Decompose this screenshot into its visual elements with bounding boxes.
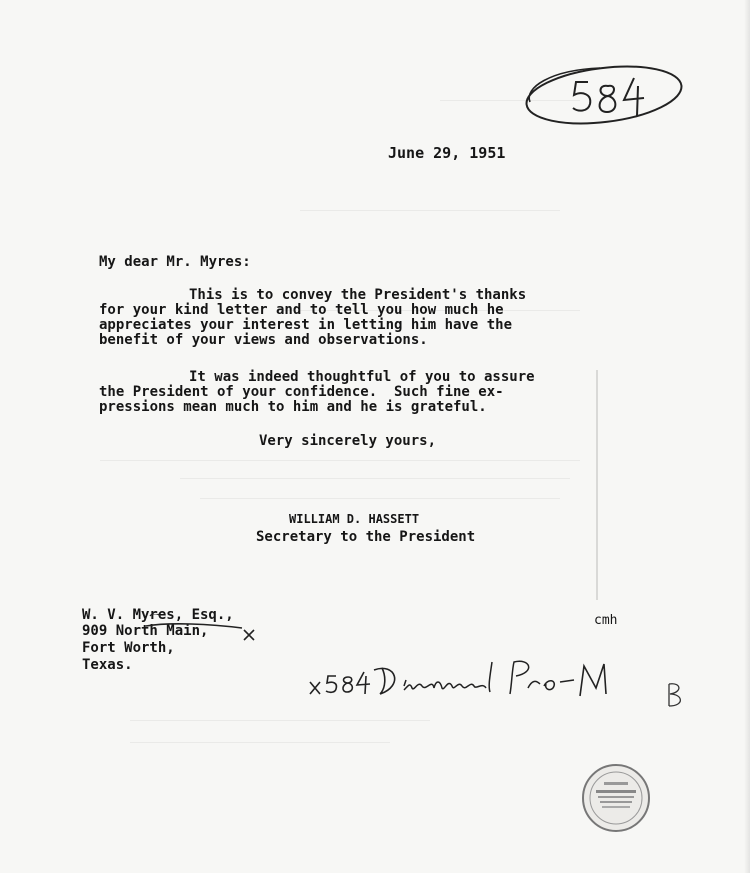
typist-initials: cmh [594, 613, 618, 628]
paragraph-2-line: pressions mean much to him and he is grateful. [99, 399, 487, 415]
paragraph-1-line: This is to convey the President's thanks [189, 287, 527, 303]
recipient-city: Fort Worth, [82, 640, 175, 656]
handwritten-b-mark [663, 680, 687, 710]
recipient-state: Texas. [82, 657, 133, 673]
bleed-through [200, 498, 560, 499]
paragraph-1 [99, 288, 526, 348]
street-strike-mark [110, 614, 260, 644]
page-edge-shadow [744, 0, 750, 873]
bleed-through [300, 210, 560, 211]
bleed-through [180, 478, 570, 479]
paragraph-1-line: for your kind letter and to tell you how much he [99, 302, 504, 318]
letter-date: June 29, 1951 [388, 144, 506, 162]
bleed-through [130, 720, 430, 721]
bleed-through-vertical [596, 370, 598, 600]
paragraph-2-line: It was indeed thoughtful of you to assure [189, 369, 535, 385]
bleed-through [100, 460, 580, 461]
paragraph-1-line: appreciates your interest in letting him have the [99, 317, 513, 333]
closing: Very sincerely yours, [259, 433, 437, 449]
signature-name: WILLIAM D. HASSETT [289, 512, 420, 526]
archival-seal [580, 762, 652, 834]
bleed-through [130, 742, 390, 743]
recipient-name: W. V. Myres, Esq., [82, 607, 234, 623]
signature-title: Secretary to the President [256, 529, 476, 545]
paragraph-1-line: benefit of your views and observations. [99, 332, 428, 348]
paragraph-2 [99, 370, 535, 415]
salutation: My dear Mr. Myres: [99, 254, 251, 270]
circled-file-number-mark [520, 58, 690, 133]
recipient-street: 909 North Main, [82, 623, 209, 639]
handwritten-file-note [300, 652, 630, 707]
paragraph-2-line: the President of your confidence. Such fine ex- [99, 384, 504, 400]
